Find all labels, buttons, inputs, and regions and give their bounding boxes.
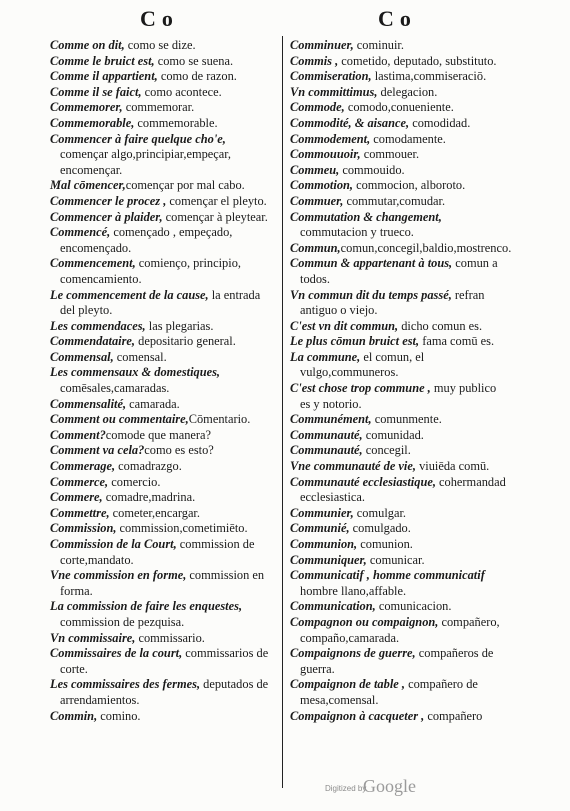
entry-translation: començar el pleyto. <box>166 193 267 208</box>
entry-headword: Commis , <box>290 53 339 68</box>
entry-translation: commission de corte,mandato. <box>60 537 255 567</box>
entry-headword: Les commensaux & domestiques, <box>50 365 221 380</box>
entry-translation: comunmente. <box>371 412 442 427</box>
entry-headword: C'est vn dit commun, <box>290 318 399 333</box>
entry-headword: Vn commissaire, <box>50 630 136 645</box>
dictionary-entry <box>290 709 506 725</box>
entry-translation: comode que manera? <box>105 427 212 442</box>
dictionary-entry <box>290 350 506 381</box>
entry-headword: Comment ou commentaire, <box>50 412 189 427</box>
entry-headword: Compaignon à cacqueter , <box>290 708 425 723</box>
dictionary-entry <box>290 163 506 179</box>
dictionary-entry <box>290 69 506 85</box>
dictionary-entry <box>50 288 276 319</box>
entry-translation: commocion, alboroto. <box>353 178 466 193</box>
entry-headword: Communion, <box>290 537 358 551</box>
entry-headword: Commouuoir, <box>290 147 361 162</box>
entry-translation: commission,cometimiēto. <box>116 521 248 536</box>
entry-translation: comun a todos. <box>300 256 498 286</box>
dictionary-entry <box>50 709 276 725</box>
entry-headword: Comme on dit, <box>50 38 125 52</box>
dictionary-entry <box>50 256 276 287</box>
entry-translation: compañero de mesa,comensal. <box>300 677 478 707</box>
entry-headword: Communément, <box>290 412 372 427</box>
entry-headword: Communicatif , homme communicatif <box>290 568 485 583</box>
dictionary-entry <box>290 443 506 459</box>
dictionary-entry <box>50 490 276 506</box>
entry-translation: commemorar. <box>122 100 195 115</box>
dictionary-entry <box>290 132 506 148</box>
entry-translation: como es esto? <box>144 443 214 458</box>
entry-translation: compañero, compaño,camarada. <box>300 614 500 645</box>
entry-headword: Commencer à plaider, <box>50 209 163 224</box>
dictionary-entry <box>50 54 276 70</box>
dictionary-entry <box>290 615 506 646</box>
dictionary-entry <box>50 568 276 599</box>
entry-headword: La commission de faire les enquestes, <box>50 599 243 614</box>
entry-headword: Commettre, <box>50 505 110 520</box>
entry-translation: cometer,encargar. <box>109 505 200 520</box>
entry-headword: Vn committimus, <box>290 84 378 99</box>
entry-translation: compañeros de guerra. <box>300 646 494 676</box>
entry-headword: Commensalité, <box>50 396 127 411</box>
entry-headword: Commerce, <box>50 474 109 489</box>
entry-headword: Le commencement de la cause, <box>50 287 209 302</box>
dictionary-entry <box>290 116 506 132</box>
header-left: Co <box>140 6 179 31</box>
entry-headword: Commerage, <box>50 459 116 474</box>
entry-headword: Vne commission en forme, <box>50 568 187 583</box>
dictionary-entry <box>50 646 276 677</box>
dictionary-entry <box>50 475 276 491</box>
entry-headword: Compagnon ou compaignon, <box>290 614 439 629</box>
dictionary-entry <box>50 459 276 475</box>
entry-translation: comensal. <box>113 349 167 364</box>
entry-translation: començar por mal cabo. <box>125 178 245 193</box>
entry-translation: comadre,madrina. <box>102 490 196 505</box>
dictionary-entry <box>290 240 512 257</box>
entry-headword: Commencer à faire quelque cho'e, <box>50 131 226 146</box>
dictionary-entry <box>50 443 276 459</box>
entry-headword: Comminuer, <box>290 38 354 52</box>
dictionary-entry <box>50 69 276 85</box>
dictionary-entry <box>290 334 506 350</box>
dictionary-entry <box>50 116 276 132</box>
dictionary-entry <box>50 319 276 335</box>
entry-headword: Comme il se faict, <box>50 84 142 99</box>
right-column <box>290 38 512 724</box>
entry-translation: commissarios de corte. <box>60 646 269 676</box>
entry-translation: el comun, el vulgo,communeros. <box>300 349 425 380</box>
entry-headword: Compaignon de table , <box>290 677 405 692</box>
entry-translation: comunidad. <box>362 427 424 442</box>
entry-headword: Commencé, <box>50 225 111 240</box>
dictionary-entry <box>50 225 276 256</box>
entry-translation: comunicar. <box>366 552 425 567</box>
entry-translation: commouido. <box>339 162 405 177</box>
dictionary-entry <box>50 412 276 428</box>
entry-headword: Commiseration, <box>290 69 372 84</box>
entry-translation: camarada. <box>126 396 180 411</box>
dictionary-entry <box>290 568 506 599</box>
entry-headword: Compaignons de guerre, <box>290 646 416 661</box>
entry-headword: Commencement, <box>50 256 136 271</box>
entry-translation: delegacion. <box>377 84 438 99</box>
dictionary-entry <box>50 178 276 194</box>
dictionary-entry <box>290 553 506 569</box>
entry-headword: Commere, <box>50 490 103 505</box>
entry-translation: commemorable. <box>134 115 218 130</box>
entry-translation: comino. <box>97 708 141 723</box>
dictionary-entry <box>290 319 506 335</box>
entry-translation: comienço, principio, comencamiento. <box>60 256 241 286</box>
entry-translation: cometido, deputado, substituto. <box>338 53 497 68</box>
dictionary-entry <box>290 178 506 194</box>
dictionary-entry <box>50 38 276 54</box>
dictionary-entry <box>290 288 506 319</box>
entry-translation: començado , empeçado, encomençado. <box>60 225 233 255</box>
entry-translation: commutar,comudar. <box>343 193 446 208</box>
entry-translation: fama comū es. <box>419 334 495 349</box>
entry-headword: Commutation & changement, <box>290 209 442 224</box>
dictionary-entry <box>290 677 506 708</box>
entry-translation: comercio. <box>108 474 161 489</box>
dictionary-entry <box>50 350 276 366</box>
entry-headword: Commemorer, <box>50 100 123 115</box>
left-column <box>50 38 276 724</box>
dictionary-entry <box>50 537 276 568</box>
entry-translation: refran antiguo o viejo. <box>300 287 485 318</box>
entry-headword: Communauté, <box>290 427 363 442</box>
entry-headword: Commode, <box>290 100 345 115</box>
entry-headword: Commeu, <box>290 162 340 177</box>
entry-translation: dicho comun es. <box>398 318 483 333</box>
entry-headword: Commissaires de la court, <box>50 646 183 661</box>
google-logo: Google <box>363 776 416 796</box>
entry-translation: concegil. <box>362 443 411 458</box>
entry-translation: comulgado. <box>349 521 411 536</box>
entry-translation: deputados de arrendamientos. <box>60 677 269 707</box>
dictionary-entry <box>50 210 276 226</box>
entry-translation: depositario general. <box>135 334 236 349</box>
dictionary-entry <box>50 334 276 350</box>
dictionary-entry <box>50 132 276 179</box>
entry-translation: comulgar. <box>353 505 407 520</box>
dictionary-entry <box>290 506 506 522</box>
entry-headword: Les commendaces, <box>50 318 146 333</box>
entry-translation: commission en forma. <box>60 568 265 598</box>
dictionary-entry <box>290 537 506 553</box>
dictionary-entry <box>290 210 506 241</box>
dictionary-entry <box>290 521 506 537</box>
entry-headword: Commodement, <box>290 131 371 146</box>
dictionary-entry <box>290 100 506 116</box>
entry-headword: Communiquer, <box>290 552 367 567</box>
dictionary-entry <box>290 646 506 677</box>
entry-headword: Communié, <box>290 521 350 536</box>
dictionary-entry <box>50 365 276 396</box>
dictionary-entry <box>50 506 276 522</box>
entry-translation: commouer. <box>360 147 420 162</box>
entry-translation: lastima,commiseraciō. <box>371 69 487 84</box>
entry-headword: Communauté ecclesiastique, <box>290 474 436 489</box>
entry-translation: viuiēda comū. <box>415 459 490 474</box>
entry-headword: Le plus cōmun bruict est, <box>290 334 420 349</box>
entry-headword: Mal cōmencer, <box>50 178 126 193</box>
entry-headword: Les commissaires des fermes, <box>50 677 201 692</box>
entry-translation: como acontece. <box>141 84 222 99</box>
entry-translation: muy publico es y notorio. <box>300 381 497 411</box>
entry-translation: commutacion y trueco. <box>300 225 414 240</box>
entry-headword: Communier, <box>290 505 354 520</box>
entry-translation: comēsales,camaradas. <box>60 381 170 396</box>
dictionary-entry <box>50 631 276 647</box>
dictionary-entry <box>50 85 276 101</box>
dictionary-entry <box>290 194 506 210</box>
dictionary-entry <box>50 677 276 708</box>
entry-headword: Commencer le procez , <box>50 193 167 208</box>
dictionary-entry <box>290 459 506 475</box>
entry-headword: Communauté, <box>290 443 363 458</box>
entry-headword: C'est chose trop commune , <box>290 381 431 396</box>
entry-translation: las plegarias. <box>145 318 214 333</box>
footer <box>0 778 570 798</box>
entry-translation: comun,concegil,baldio,mostrenco. <box>340 240 512 255</box>
entry-translation: comadrazgo. <box>115 459 182 474</box>
entry-headword: Vn commun dit du temps passé, <box>290 287 452 302</box>
entry-translation: la entrada del pleyto. <box>60 287 261 318</box>
dictionary-entry <box>50 428 276 444</box>
digitized-by-label: Digitized by <box>325 784 367 793</box>
entry-headword: La commune, <box>290 349 361 364</box>
entry-translation: comodamente. <box>370 131 446 146</box>
entry-translation: como se suena. <box>154 53 234 68</box>
entry-translation: hombre llano,affable. <box>300 583 407 598</box>
entry-translation: como de razon. <box>157 69 237 84</box>
header-right: Co <box>378 6 417 31</box>
entry-headword: Commission, <box>50 521 117 536</box>
entry-headword: Commensal, <box>50 349 114 364</box>
entry-headword: Commission de la Court, <box>50 537 177 551</box>
entry-headword: Commemorable, <box>50 115 135 130</box>
dictionary-entry <box>290 38 506 54</box>
entry-translation: cominuir. <box>353 38 404 52</box>
entry-translation: començar algo,principiar,empeçar, encomençar. <box>60 147 232 177</box>
dictionary-entry <box>290 412 506 428</box>
entry-headword: Commotion, <box>290 178 353 193</box>
entry-headword: Vne communauté de vie, <box>290 459 416 474</box>
dictionary-entry <box>50 397 276 413</box>
entry-translation: comodidad. <box>409 115 471 130</box>
entry-headword: Commun & appartenant à tous, <box>290 256 453 271</box>
entry-headword: Commuer, <box>290 193 344 208</box>
entry-translation: comunion. <box>357 537 413 551</box>
entry-headword: Commun, <box>290 240 341 255</box>
entry-headword: Communication, <box>290 599 376 614</box>
dictionary-entry <box>290 428 506 444</box>
entry-headword: Commodité, & aisance, <box>290 115 410 130</box>
entry-headword: Comment? <box>50 427 106 442</box>
entry-translation: començar à pleytear. <box>162 209 268 224</box>
column-divider <box>282 36 283 788</box>
entry-translation: cohermandad ecclesiastica. <box>300 474 506 505</box>
dictionary-entry <box>50 521 276 537</box>
dictionary-entry <box>290 256 506 287</box>
entry-translation: comunicacion. <box>375 599 452 614</box>
entry-translation: commissario. <box>135 630 205 645</box>
dictionary-entry <box>290 147 506 163</box>
dictionary-entry <box>290 475 506 506</box>
dictionary-entry <box>290 85 506 101</box>
running-header <box>0 6 570 34</box>
entry-headword: Comme il appartient, <box>50 69 158 84</box>
entry-headword: Commendataire, <box>50 334 136 349</box>
entry-translation: comodo,conueniente. <box>344 100 454 115</box>
entry-headword: Comme le bruict est, <box>50 53 155 68</box>
entry-translation: Cōmentario. <box>188 412 251 427</box>
dictionary-entry <box>290 599 506 615</box>
entry-translation: commission de pezquisa. <box>60 614 185 629</box>
entry-translation: como se dize. <box>124 38 196 52</box>
dictionary-entry <box>50 194 276 210</box>
entry-headword: Commin, <box>50 708 98 723</box>
dictionary-entry <box>50 100 276 116</box>
dictionary-entry <box>50 599 276 630</box>
dictionary-entry <box>290 381 506 412</box>
dictionary-entry <box>290 54 506 70</box>
entry-translation: compañero <box>424 708 483 723</box>
entry-headword: Comment va cela? <box>50 443 145 458</box>
